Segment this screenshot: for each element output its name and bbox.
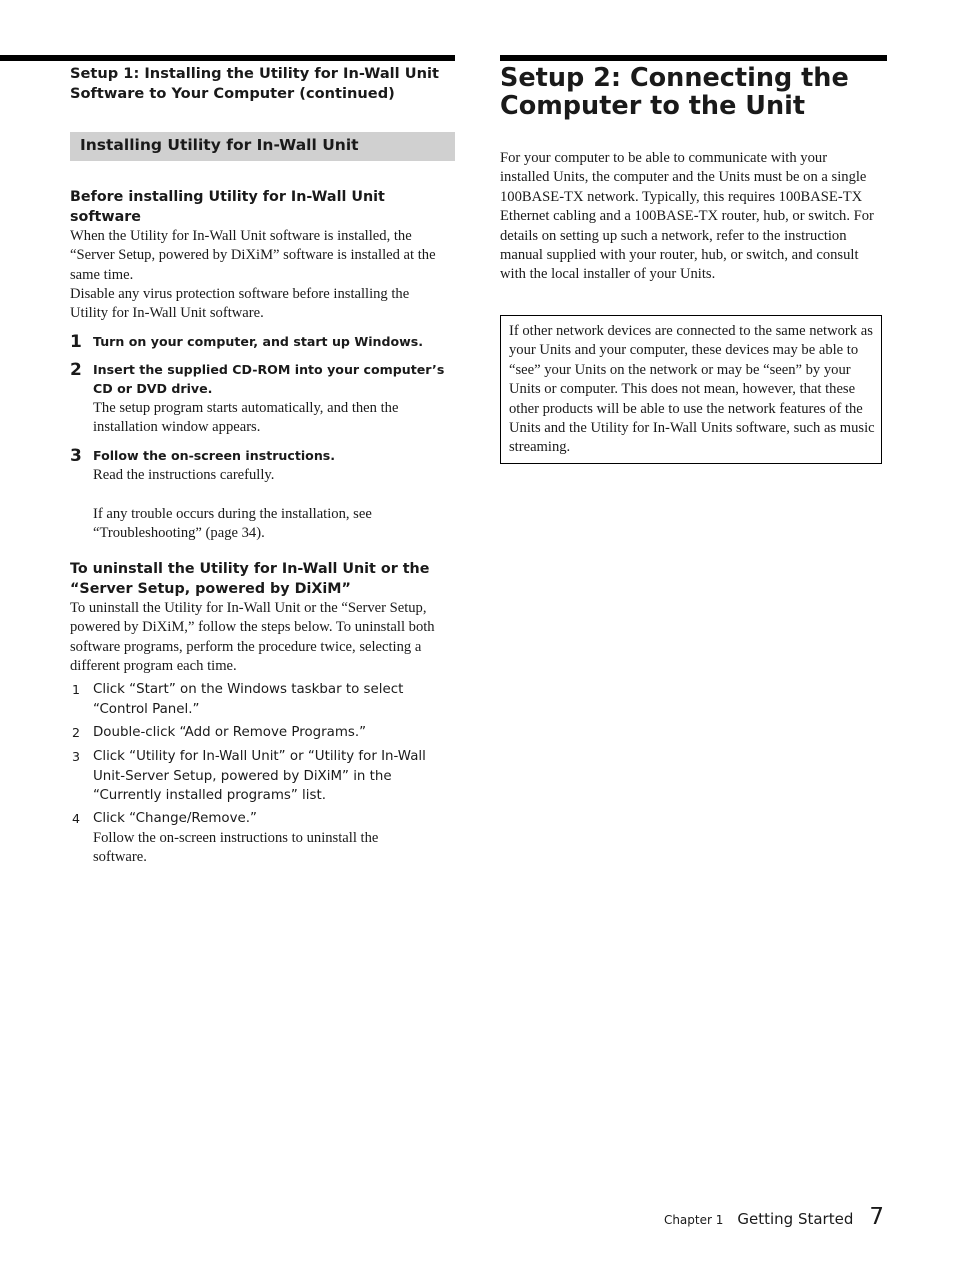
uninstall-step-4-body: Follow the on-screen instructions to uninstall the software. [93, 830, 379, 866]
page-footer [664, 1204, 884, 1236]
install-step-2-title: Insert the supplied CD-ROM into your computer’s CD or DVD drive. [93, 362, 445, 397]
uninstall-step-1-number: 1 [72, 682, 81, 697]
uninstall-step-2-text: Double-click “Add or Remove Programs.” [93, 725, 367, 740]
uninstall-heading: To uninstall the Utility for In-Wall Unit or the “Server Setup, powered by DiXiM” [70, 561, 430, 597]
note-text: If other network devices are connected to the same network as your Units and your computer, these devices may be able to “see” your Units on the network or may be “seen” by your Units or computer. This does not mean, however, that these other products will be able to use the network features of the Units and the Utility for In-Wall Units software, such as music streaming. [509, 323, 875, 456]
setup1-header-title: Setup 1: Installing the Utility for In-Wall Unit Software to Your Computer (continued) [70, 65, 439, 102]
install-step-3-note: If any trouble occurs during the installation, see “Troubleshooting” (page 34). [93, 506, 372, 542]
before-paragraph-1: When the Utility for In-Wall Unit software is installed, the “Server Setup, powered by DiXiM” software is installed at the same time. [70, 228, 436, 283]
top-rule-right [500, 55, 887, 61]
uninstall-step-2-number: 2 [72, 725, 81, 740]
footer-page-number: 7 [869, 1204, 884, 1230]
section-bar-title: Installing Utility for In-Wall Unit [80, 136, 359, 154]
uninstall-step-3-number: 3 [72, 749, 81, 764]
install-steps [70, 332, 455, 552]
uninstall-step-4-text: Click “Change/Remove.” [93, 811, 257, 826]
section-bar [70, 132, 455, 161]
footer-chapter: Chapter 1 [663, 1213, 724, 1227]
install-step-2-body: The setup program starts automatically, and then the installation window appears. [93, 400, 399, 436]
install-step-1-number: 1 [70, 332, 82, 352]
setup2-paragraph: For your computer to be able to communicate with your installed Units, the computer and the Units must be on a single 100BASE-TX network. Typically, this requires 100BASE-TX Ethernet cabling and a 100BASE-TX router, hub, or switch. For details on setting up such a network, refer to the instruction manual supplied with your router, hub, or switch, and consult with the local installer of your Units. [500, 150, 874, 283]
install-step-3-title: Follow the on-screen instructions. [93, 448, 336, 463]
uninstall-intro: To uninstall the Utility for In-Wall Unit or the “Server Setup, powered by DiXiM,” follow the steps below. To uninstall both software programs, perform the procedure twice, selecting a different program each time. [70, 600, 435, 675]
top-rule-left [0, 55, 455, 61]
install-step-2-number: 2 [70, 360, 82, 380]
setup2-title: Setup 2: Connecting the Computer to the Unit [500, 63, 849, 121]
before-installing-heading: Before installing Utility for In-Wall Unit software [70, 189, 385, 225]
uninstall-step-1-text: Click “Start” on the Windows taskbar to select “Control Panel.” [93, 682, 404, 717]
note-box [500, 315, 882, 464]
uninstall-steps [70, 680, 455, 870]
uninstall-step-3-text: Click “Utility for In-Wall Unit” or “Utility for In-Wall Unit-Server Setup, powered by DiXiM” in the “Currently installed programs” list. [93, 749, 426, 804]
uninstall-step-4-number: 4 [72, 811, 81, 826]
install-step-1-title: Turn on your computer, and start up Windows. [93, 334, 424, 349]
install-step-3-number: 3 [70, 446, 82, 466]
before-paragraph-2: Disable any virus protection software before installing the Utility for In-Wall Unit software. [70, 286, 410, 322]
install-step-3-body: Read the instructions carefully. [93, 467, 275, 483]
footer-chapter-title: Getting Started [737, 1210, 854, 1228]
